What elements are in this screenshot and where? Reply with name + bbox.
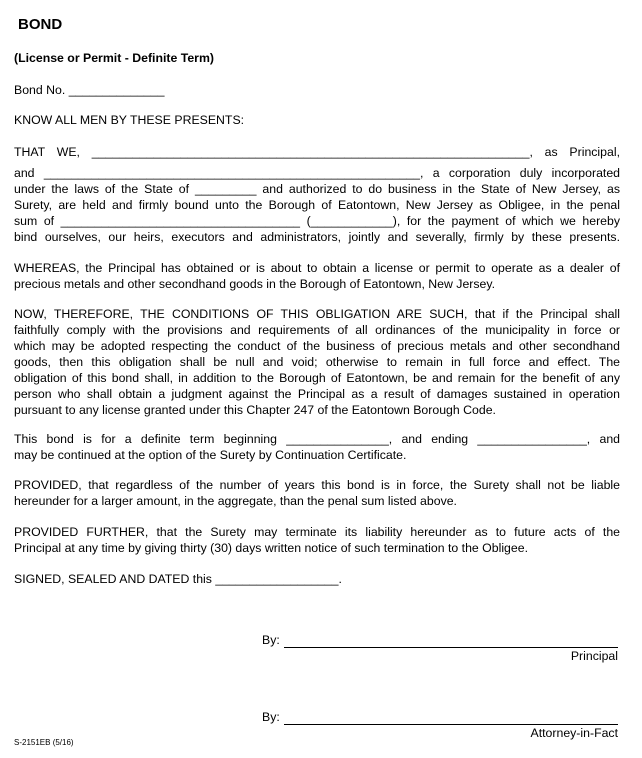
principal-signature-block xyxy=(262,632,618,664)
attorney-signature-line xyxy=(262,709,618,725)
paragraph-line: precious metals and other secondhand goods in the Borough of Eatontown, New Jersey. xyxy=(14,277,496,291)
provided-paragraph xyxy=(14,477,620,509)
now-therefore-paragraph xyxy=(14,306,620,418)
paragraph-line: NOW, THEREFORE, THE CONDITIONS OF THIS OBLIGATION ARE SUCH, that if the Principal shall xyxy=(14,307,620,321)
signature-rule xyxy=(284,635,618,648)
by-label: By: xyxy=(262,633,280,647)
paragraph-line: under the laws of the State of _________ and authorized to do business in the State of New Jersey, as xyxy=(14,182,620,196)
document-subtitle: (License or Permit - Definite Term) xyxy=(14,51,214,65)
paragraph-line: This bond is for a definite term beginning _______________, and ending ________________, and xyxy=(14,432,620,446)
paragraph-line: bind ourselves, our heirs, executors and administrators, jointly and severally, firmly by these presents. xyxy=(14,230,620,244)
by-label: By: xyxy=(262,710,280,724)
provided-further-paragraph xyxy=(14,524,620,556)
paragraph-line: WHEREAS, the Principal has obtained or is about to obtain a license or permit to operate as a dealer of xyxy=(14,261,620,275)
principal-signature-line xyxy=(262,632,618,648)
bond-number-line: Bond No. ______________ xyxy=(14,83,165,97)
attorney-signature-block xyxy=(262,709,618,741)
paragraph-line: faithfully comply with the provisions and requirements of all ordinances of the municipality in force or xyxy=(14,323,620,337)
principal-surety-paragraph xyxy=(14,165,620,245)
attorney-role-label: Attorney-in-Fact xyxy=(530,726,618,740)
paragraph-line: PROVIDED, that regardless of the number of years this bond is in force, the Surety shall not be liable xyxy=(14,478,620,492)
whereas-paragraph xyxy=(14,260,620,292)
paragraph-line: Principal at any time by giving thirty (30) days written notice of such termination to the Obligee. xyxy=(14,541,528,555)
paragraph-line: may be continued at the option of the Surety by Continuation Certificate. xyxy=(14,448,407,462)
document-title: BOND xyxy=(18,16,63,33)
principal-role-label: Principal xyxy=(570,649,618,663)
know-all-heading: KNOW ALL MEN BY THESE PRESENTS: xyxy=(14,113,245,127)
paragraph-line: and _______________________________________________________, a corporation duly incorporated xyxy=(14,166,620,180)
form-code: S-2151EB (5/16) xyxy=(14,738,74,747)
paragraph-line: pursuant to any license granted under this Chapter 247 of the Eatontown Borough Code. xyxy=(14,403,496,417)
paragraph-line: hereunder for a larger amount, in the aggregate, than the penal sum listed above. xyxy=(14,494,457,508)
term-paragraph xyxy=(14,431,620,463)
signed-sealed-line: SIGNED, SEALED AND DATED this __________________. xyxy=(14,572,342,586)
paragraph-line: goods, then this obligation shall be null and void; otherwise to remain in full force and effect. The xyxy=(14,355,620,369)
paragraph-line: sum of ___________________________________ (____________), for the payment of which we hereby xyxy=(14,214,620,228)
that-we-text: THAT WE, ________________________________________________________________, as Principal, xyxy=(14,145,620,159)
paragraph-line: Surety, are held and firmly bound unto the Borough of Eatontown, New Jersey as Obligee, in the penal xyxy=(14,198,620,212)
paragraph-line: obligation of this bond shall, in addition to the Borough of Eatontown, be and remain for the benefit of any xyxy=(14,371,620,385)
that-we-line xyxy=(14,144,620,160)
signature-rule xyxy=(284,712,618,725)
paragraph-line: which may be adopted respecting the conduct of the business of precious metals and other secondhand xyxy=(14,339,620,353)
paragraph-line: person who shall obtain a judgment against the Principal as a result of damages sustained in operation xyxy=(14,387,620,401)
paragraph-line: PROVIDED FURTHER, that the Surety may terminate its liability hereunder as to future acts of the xyxy=(14,525,620,539)
